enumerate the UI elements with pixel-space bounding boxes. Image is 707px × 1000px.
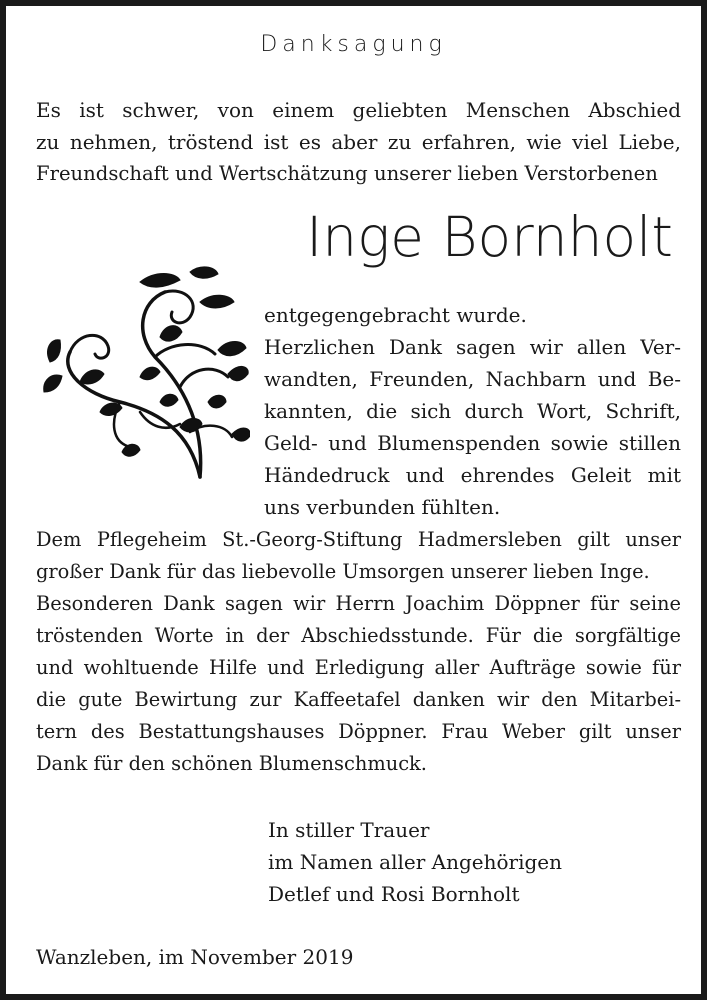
- closing-line: im Namen aller Angehörigen: [268, 850, 563, 874]
- side-line: Herzlichen Dank sagen wir allen Ver-: [264, 335, 681, 359]
- side-line: Händedruck und ehrendes Geleit mit: [264, 463, 681, 487]
- body-line: tern des Bestattungshauses Döppner. Frau Weber gilt unser: [36, 720, 681, 743]
- body-line: Dank für den schönen Blumenschmuck.: [36, 752, 427, 775]
- notice-title: Danksagung: [260, 32, 447, 57]
- body-line: Dem Pflegeheim St.-Georg-Stiftung Hadmersleben gilt unser: [36, 528, 681, 551]
- body-line: und wohltuende Hilfe und Erledigung aller Aufträge sowie für: [36, 656, 681, 679]
- intro-line: Freundschaft und Wertschätzung unserer lieben Verstorbenen: [36, 162, 658, 185]
- floral-swirl-icon: [40, 262, 250, 482]
- side-line: entgegengebracht wurde.: [264, 303, 527, 327]
- signature-names: Detlef und Rosi Bornholt: [268, 882, 520, 906]
- place-date: Wanzleben, im November 2019: [36, 945, 354, 969]
- side-line: uns verbunden fühlten.: [264, 495, 501, 519]
- deceased-name: Inge Bornholt: [306, 205, 673, 269]
- side-line: wandten, Freunden, Nachbarn und Be-: [264, 367, 681, 391]
- closing-line: In stiller Trauer: [268, 818, 430, 842]
- body-line: tröstenden Worte in der Abschiedsstunde. Für die sorgfältige: [36, 624, 681, 647]
- side-line: kannten, die sich durch Wort, Schrift,: [264, 399, 681, 423]
- body-line: großer Dank für das liebevolle Umsorgen unserer lieben Inge.: [36, 560, 650, 583]
- body-line: Besonderen Dank sagen wir Herrn Joachim Döppner für seine: [36, 592, 681, 615]
- intro-line: Es ist schwer, von einem geliebten Menschen Abschied: [36, 98, 681, 122]
- body-line: die gute Bewirtung zur Kaffeetafel danken wir den Mitarbei-: [36, 688, 681, 711]
- side-line: Geld- und Blumenspenden sowie stillen: [264, 431, 681, 455]
- intro-line: zu nehmen, tröstend ist es aber zu erfahren, wie viel Liebe,: [36, 130, 681, 154]
